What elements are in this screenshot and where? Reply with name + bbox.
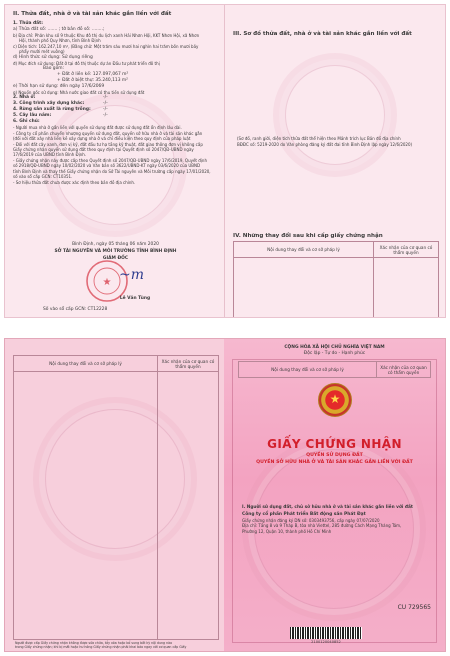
section-land-plot-panel: [5, 5, 226, 317]
usage-origin: g) Nguồn gốc sử dụng: Nhà nước giao đất có thu tiền sử dụng đất: [13, 90, 145, 96]
map-source-note: (Sơ đồ, ranh giới, diện tích thửa đất thể hiện theo Mảnh trích lục Bản đồ địa chính: [237, 136, 401, 141]
section-map-panel: [224, 5, 445, 317]
director-title: GIÁM ĐỐC: [102, 256, 129, 261]
note-line: số 2918/QĐ-UBND ngày 10/02/2020 và Văn bản số 3622/UBND-KT ngày 03/6/2020 của UBND: [13, 163, 201, 169]
svg-text:★: ★: [102, 277, 112, 288]
planted-forest-row: 4. Rừng sản xuất là rừng trồng: -/-: [13, 107, 108, 113]
housing-row: 2. Nhà ở: -/-: [13, 95, 108, 101]
note-line: - Công ty cổ phần chuyển nhượng quyền sử dụng đất, quyền sở hữu nhà ở và tài sản khác gắn: [13, 130, 203, 136]
plot-area-cont: phẩy mười mét vuông): [19, 49, 65, 55]
changes-register-table: [13, 355, 219, 640]
owner-business-registration: Giấy chứng nhận đăng ký DN số: 0303493756, cấp ngày 07/07/2020: [242, 518, 380, 523]
barcode-icon: [290, 627, 362, 639]
plot-heading: 1. Thửa đất:: [13, 21, 43, 26]
usage-term: e) Thời hạn sử dụng: đến ngày 17/6/2069: [13, 84, 105, 90]
register-col-content: Nội dung thay đổi và cơ sở pháp lý: [14, 356, 158, 372]
plot-address: b) Địa chỉ: Phân khu số 9 thuộc Khu đô thị du lịch xanh Hải Nhơn Hội, KKT Nhơn Hội, xã Nhơn: [13, 33, 200, 38]
land-plot-details: [13, 21, 221, 185]
usage-form: d) Hình thức sử dụng: Sử dụng riêng: [13, 54, 93, 60]
changes-col-confirmation: Xác nhận của cơ quan có thẩm quyền: [374, 242, 439, 258]
changes-table: [233, 241, 439, 317]
note-line: tỉnh Bình Định và thay thế Giấy chứng nhận do Sở Tài nguyên và Môi trường cấp ngày 17/01/2020,: [13, 168, 211, 174]
section-4-title: IV. Những thay đổi sau khi cấp giấy chứng nhận: [233, 233, 383, 239]
note-line: - Sơ hiệu thửa đất chưa được xác định theo bản đồ địa chính.: [13, 179, 136, 185]
nation-name: CỘNG HÒA XÃ HỘI CHỦ NGHĨA VIỆT NAM: [284, 345, 385, 350]
certificate-inner-pages: [4, 4, 446, 318]
watermark-rosette: [285, 65, 385, 165]
barcode-number: 2100120040852: [311, 640, 341, 644]
cover-col-content: Nội dung thay đổi và cơ sở pháp lý: [239, 362, 377, 378]
holder-warning-note: trong Giấy chứng nhận; khi bị mất hoặc hư hỏng Giấy chứng nhận phải khai báo ngay với cơ quan cấp Giấy: [15, 645, 187, 649]
other-construction-row: 3. Công trình xây dựng khác: -/-: [13, 101, 108, 107]
perennial-trees-row: 5. Cây lâu năm: -/-: [13, 113, 108, 119]
notes-heading: 6. Ghi chú:: [13, 119, 40, 125]
note-line: - Đối với đất cây xanh, đơn vị kỹ, đất đầu tư hạ tầng kỹ thuật, đất giao thông đơn vị không cấp: [13, 141, 203, 147]
usage-includes: Bao gồm:: [43, 66, 65, 72]
signer-name: Lê Văn Tùng: [119, 296, 151, 301]
certificate-outer-pages: [4, 338, 446, 652]
register-col-confirmation: Xác nhận của cơ quan có thẩm quyền: [158, 356, 219, 372]
map-source-note: BĐĐC số: 5219-2020 do Văn phòng đăng ký đất đai tỉnh Bình Định lập ngày 12/6/2020): [237, 142, 413, 147]
section-3-title: III. Sơ đồ thửa đất, nhà ở và tài sản khác gắn liền với đất: [233, 31, 412, 37]
owner-name: Công ty cổ phần Phát triển Bất động sản Phát Đạt: [242, 512, 366, 517]
certificate-subtitle-1: QUYỀN SỬ DỤNG ĐẤT: [306, 453, 363, 458]
certificate-serial: CU 729565: [397, 604, 431, 611]
certificate-subtitle-2: QUYỀN SỞ HỮU NHÀ Ở VÀ TÀI SẢN KHÁC GẮN LIỀN VỚI ĐẤT: [256, 460, 413, 465]
holder-warning-note: Người được cấp Giấy chứng nhận không được sửa chữa, tẩy xóa hoặc bổ sung bất kỳ nội dung nào: [15, 641, 173, 645]
owner-section-title: I. Người sử dụng đất, chủ sở hữu nhà ở và tài sản khác gắn liền với đất: [242, 505, 413, 510]
national-motto: Độc lập - Tự do - Hạnh phúc: [303, 351, 366, 356]
note-line: (đối với đất xây nhà liền kề xây dựng nhà ở và chỉ điều kiện theo quy định của pháp luật: [13, 136, 191, 142]
usage-townhouse-area: + Đất ở liền kề: 127.097,067 m²: [57, 72, 129, 78]
plot-area: c) Diện tích: 162.247,10 m², (Bằng chữ: Một trăm sáu mươi hai nghìn hai trăm bốn mươi bảy: [13, 43, 199, 49]
owner-address-cont: Phường 12, Quận 10, thành phố Hồ Chí Minh: [242, 528, 332, 534]
usage-purpose: đ) Mục đích sử dụng: Đất ở tại đô thị thuộc dự án Đầu tư phát triển đô thị: [13, 60, 160, 66]
certificate-title: GIẤY CHỨNG NHẬN: [267, 437, 402, 451]
plot-number: a) Thửa đất số: ....... ; tờ bản đồ số: ........;: [13, 27, 105, 32]
note-line: 17/6/2019 của UBND tỉnh Bình Định.: [13, 152, 87, 158]
cover-changes-table: [238, 361, 431, 378]
note-line: số vào sổ cấp GCN: CT10351.: [13, 174, 73, 180]
issuing-department: SỞ TÀI NGUYÊN VÀ MÔI TRƯỜNG TỈNH BÌNH ĐỊNH: [54, 249, 177, 254]
note-line: - Người mua nhà ở gắn liền với quyền sử dụng đất được sử dụng đất ổn định lâu dài.: [13, 125, 182, 131]
owner-address: Địa chỉ: Tầng 8 và 9 Tháp B, tòa nhà Viettel, 285 đường Cách Mạng Tháng Tám,: [242, 523, 402, 529]
certificate-cover-page: [224, 339, 445, 651]
certificate-book-number: Số vào sổ cấp GCN: CT12228: [43, 307, 108, 312]
issue-date: Bình Định, ngày 05 tháng 06 năm 2020: [72, 242, 159, 247]
section-2-title: II. Thửa đất, nhà ở và tài sản khác gắn liền với đất: [13, 11, 172, 17]
plot-address-cont: Hội, thành phố Quy Nhơn, tỉnh Bình Định: [19, 38, 101, 44]
changes-col-content: Nội dung thay đổi và cơ sở pháp lý: [234, 242, 374, 258]
owner-section: [242, 505, 438, 534]
national-emblem-icon: ★: [318, 383, 352, 417]
note-line: - Giấy chứng nhận này được cấp theo Quyết định số 2047/QĐ-UBND ngày 17/6/2019, Quyết định: [13, 157, 207, 163]
note-line: Giấy chứng nhận quyền sử dụng đất theo quy định tại Quyết định số 2047/QĐ-UBND ngày: [13, 147, 194, 153]
director-signature-icon: ~m: [119, 267, 145, 283]
usage-villa-area: + Đất ở biệt thự: 35.240,113 m²: [57, 78, 128, 84]
changes-register-panel: [5, 339, 226, 651]
cover-col-confirmation: Xác nhận của cơ quan có thẩm quyền: [377, 362, 431, 378]
